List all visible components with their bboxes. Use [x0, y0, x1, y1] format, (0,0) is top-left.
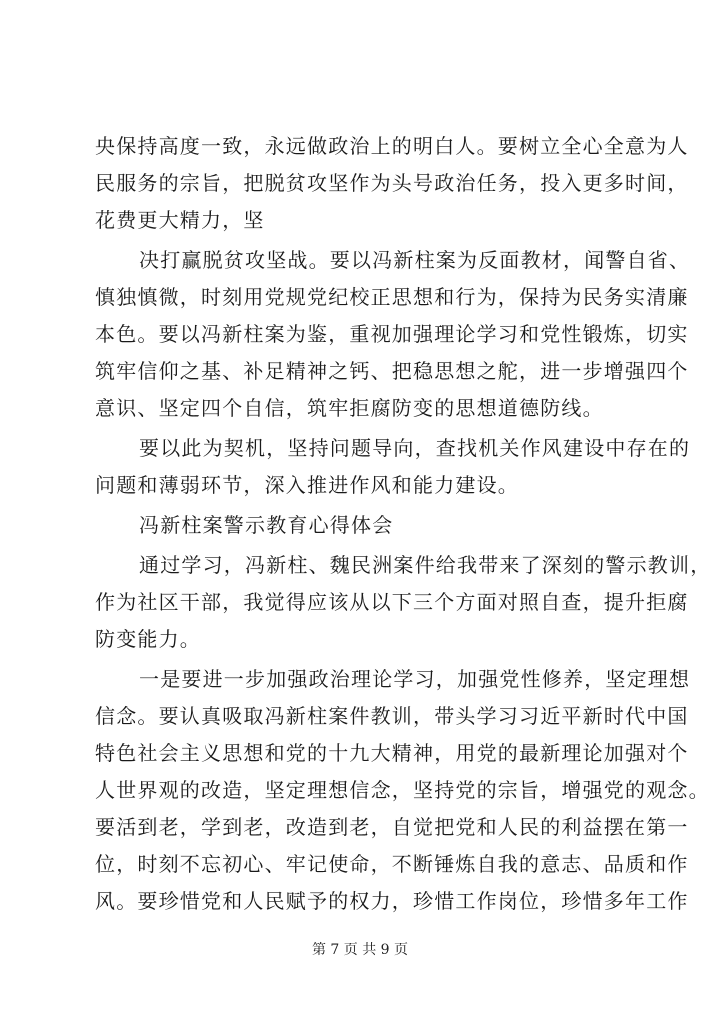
page-footer — [0, 941, 720, 959]
text-line: 信念。要认真吸取冯新柱案件教训，带头学习习近平新时代中国 — [95, 704, 689, 728]
text-line: 筑牢信仰之基、补足精神之钙、把稳思想之舵，进一步增强四个 — [95, 359, 689, 383]
text-line: 要活到老，学到老，改造到老，自觉把党和人民的利益摆在第一 — [95, 815, 689, 839]
text-line: 风。要珍惜党和人民赋予的权力，珍惜工作岗位，珍惜多年工作 — [95, 889, 689, 913]
text-line: 通过学习，冯新柱、魏民洲案件给我带来了深刻的警示教训， — [139, 553, 712, 577]
text-line: 特色社会主义思想和党的十九大精神，用党的最新理论加强对个 — [95, 741, 689, 765]
section-heading: 冯新柱案警示教育心得体会 — [139, 513, 394, 537]
text-line: 人世界观的改造，坚定理想信念，坚持党的宗旨，增强党的观念。 — [95, 778, 710, 802]
text-line: 一是要进一步加强政治理论学习，加强党性修养，坚定理想 — [139, 667, 691, 691]
text-line: 防变能力。 — [95, 627, 201, 651]
text-line: 本色。要以冯新柱案为鉴，重视加强理论学习和党性锻炼，切实 — [95, 322, 689, 346]
text-line: 作为社区干部，我觉得应该从以下三个方面对照自查，提升拒腐 — [95, 590, 689, 614]
text-line: 要以此为契机，坚持问题导向，查找机关作风建设中存在的 — [139, 436, 691, 460]
text-line: 央保持高度一致，永远做政治上的明白人。要树立全心全意为人 — [95, 134, 689, 158]
text-line: 民服务的宗旨，把脱贫攻坚作为头号政治任务，投入更多时间， — [95, 171, 689, 195]
text-line: 位，时刻不忘初心、牢记使命，不断锤炼自我的意志、品质和作 — [95, 852, 689, 876]
text-line: 慎独慎微，时刻用党规党纪校正思想和行为，保持为民务实清廉 — [95, 285, 689, 309]
document-body — [95, 128, 712, 920]
text-line: 决打赢脱贫攻坚战。要以冯新柱案为反面教材，闻警自省、 — [139, 248, 691, 272]
text-line: 花费更大精力，坚 — [95, 208, 265, 232]
page-number-label: 第 7 页 共 9 页 — [311, 942, 409, 958]
text-line: 意识、坚定四个自信，筑牢拒腐防变的思想道德防线。 — [95, 396, 604, 420]
text-line: 问题和薄弱环节，深入推进作风和能力建设。 — [95, 473, 519, 497]
